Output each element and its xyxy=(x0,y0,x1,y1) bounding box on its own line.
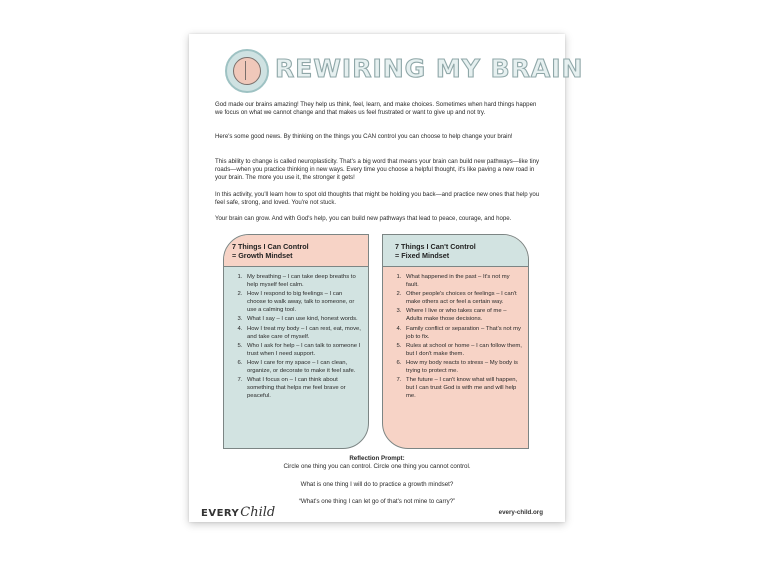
can-control-heading xyxy=(224,235,368,267)
intro-paragraph: God made our brains amazing! They help us think, feel, learn, and make choices. Sometimes when hard things happen we focus on what we cannot change and that makes us feel frustrated or want to give up and not try. xyxy=(215,101,537,117)
list-item: 6. How my body reacts to stress – My body is trying to protect me. xyxy=(403,359,522,375)
list-item: 7. The future – I can't know what will happen, but I can trust God is with me and will help me. xyxy=(403,376,522,400)
card-title: 7 Things I Can't Control xyxy=(395,242,476,251)
can-control-card xyxy=(223,234,369,449)
list-item: 2. How I respond to big feelings – I can choose to walk away, talk to someone, or use a calming tool. xyxy=(244,290,362,314)
list-item: 3. What I say – I can use kind, honest words. xyxy=(244,315,362,323)
can-control-list xyxy=(224,267,368,400)
reflection-line: What is one thing I will do to practice a growth mindset? xyxy=(300,481,454,488)
page-title: REWIRING MY BRAIN xyxy=(275,54,584,83)
intro-paragraph: This ability to change is called neuroplasticity. That's a big word that means your brain can build new pathways—like tiny roads—when you practice thinking in new ways. Every time you choose a helpful thought, it's like paving a new road in your brain. The more you use it, the stronger it gets! xyxy=(215,158,540,182)
list-item: 5. Who I ask for help – I can talk to someone I trust when I need support. xyxy=(244,342,362,358)
list-item: 6. How I care for my space – I can clean, organize, or decorate to make it feel safe. xyxy=(244,359,362,375)
list-item: 5. Rules at school or home – I can follow them, but I don't make them. xyxy=(403,342,522,358)
header xyxy=(225,48,584,98)
cant-control-list xyxy=(383,267,528,400)
list-item: 4. How I treat my body – I can rest, eat, move, and take care of myself. xyxy=(244,325,362,341)
card-title: 7 Things I Can Control xyxy=(232,242,309,251)
reflection-line: “What's one thing I can let go of that's not mine to carry?” xyxy=(298,498,456,505)
card-subtitle: = Growth Mindset xyxy=(232,251,293,260)
list-item: 7. What I focus on – I can think about something that helps me feel brave or peaceful. xyxy=(244,376,362,400)
intro-paragraph: Your brain can grow. And with God's help, you can build new pathways that lead to peace, courage, and hope. xyxy=(215,215,512,222)
list-item: 1. My breathing – I can take deep breaths to help myself feel calm. xyxy=(244,273,362,289)
list-item: 2. Other people's choices or feelings – I can't make others act or feel a certain way. xyxy=(403,290,522,306)
footer-url: every-child.org xyxy=(498,509,543,516)
cant-control-heading xyxy=(383,235,528,267)
logo-script: Child xyxy=(240,505,276,520)
brain-icon xyxy=(225,49,269,93)
list-item: 3. Where I live or who takes care of me – Adults make those decisions. xyxy=(403,307,522,323)
reflection-line: Circle one thing you can control. Circle one thing you cannot control. xyxy=(283,463,471,470)
worksheet-page xyxy=(189,34,584,522)
list-item: 4. Family conflict or separation – That's not my job to fix. xyxy=(403,325,522,341)
card-subtitle: = Fixed Mindset xyxy=(395,251,450,260)
list-item: 1. What happened in the past – It's not my fault. xyxy=(403,273,522,289)
intro-paragraph: In this activity, you'll learn how to spot old thoughts that might be holding you back—and practice new ones that help you feel safe, strong, and loved. You're not stuck. xyxy=(215,191,540,207)
cant-control-card xyxy=(382,234,529,449)
reflection-heading: Reflection Prompt: xyxy=(349,455,405,462)
intro-paragraph: Here's some good news. By thinking on the things you CAN control you can choose to help change your brain! xyxy=(215,133,513,140)
every-child-logo xyxy=(201,503,275,523)
logo-text: EVERY xyxy=(201,508,240,519)
